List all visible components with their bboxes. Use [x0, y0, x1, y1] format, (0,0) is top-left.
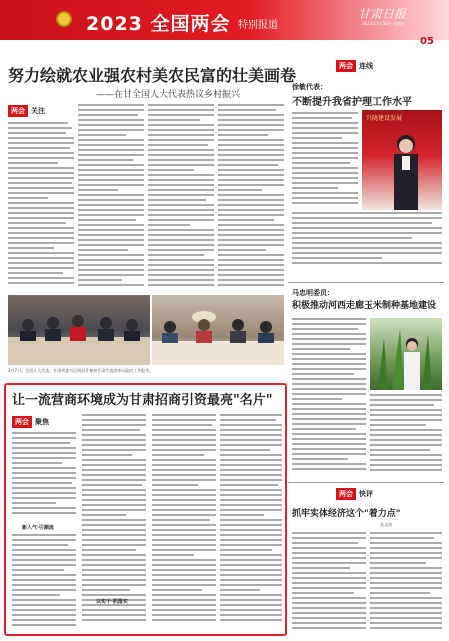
- sidebar-speaker: 马忠明委员：: [292, 289, 334, 297]
- header-subtitle: 特别报道: [238, 20, 278, 31]
- news-photo-delegates: [152, 295, 284, 365]
- body-text-column: [292, 318, 366, 478]
- section-label-comment: [336, 488, 373, 500]
- section-subhead: 以实干·抓落实: [96, 599, 128, 605]
- body-text-column: [8, 122, 74, 292]
- news-photo-delegate-portrait: [362, 110, 442, 210]
- body-text-column: [292, 532, 366, 632]
- section-label-spotlight: [12, 416, 49, 428]
- section-label-connect: [336, 60, 373, 72]
- section-subhead: 新入气·引潮流: [22, 525, 54, 531]
- body-text-column: [78, 104, 144, 292]
- section-tag: 两会: [336, 488, 356, 500]
- photo-caption: 3月7日，全国人大代表、甘肃省委书记胡昌升参加甘肃代表团审议政府工作报告。: [8, 368, 154, 373]
- news-photo-corn-field: [370, 318, 442, 390]
- news-photo-meeting: [8, 295, 150, 365]
- body-text-column: [292, 212, 442, 268]
- body-text-column: [148, 104, 214, 292]
- section-tag: 两会: [336, 60, 356, 72]
- sidebar-headline: 不断提升我省护理工作水平: [292, 97, 412, 108]
- section-tag-secondary: 聚焦: [35, 418, 49, 426]
- national-emblem-icon: [56, 11, 72, 27]
- section-tag-secondary: 连线: [359, 62, 373, 70]
- body-text-column: [12, 432, 76, 522]
- photo-banner-text: 兴陇建设发展: [366, 115, 403, 122]
- highlight-headline: 让一流营商环境成为甘肃招商引资最亮"名片": [12, 393, 273, 408]
- section-tag: 两会: [8, 105, 28, 117]
- divider: [288, 482, 444, 483]
- body-text-column: [370, 532, 442, 632]
- page-number: 05: [420, 36, 434, 47]
- section-tag-secondary: 快评: [359, 490, 373, 498]
- sidebar-headline: 积极推动河西走廊玉米制种基地建设: [292, 301, 437, 311]
- body-text-column: [220, 414, 282, 630]
- body-text-column: [292, 112, 358, 210]
- divider: [288, 282, 444, 283]
- author-byline: 张文涛: [380, 522, 392, 527]
- issue-date: 2023年3月10日 星期五: [362, 21, 406, 26]
- sidebar-speaker: 徐敏代表：: [292, 83, 327, 91]
- masthead: 甘肃日报: [358, 7, 407, 21]
- main-subheadline: ——在甘全国人大代表热议乡村振兴: [96, 90, 241, 100]
- body-text-column: [370, 394, 442, 478]
- section-tag-secondary: 关注: [31, 107, 45, 115]
- sidebar-headline: 抓牢实体经济这个"着力点": [292, 509, 401, 519]
- body-text-column: [218, 104, 284, 292]
- body-text-column: [152, 414, 216, 630]
- main-headline: 努力绘就农业强农村美农民富的壮美画卷: [8, 66, 297, 85]
- section-label-focus: [8, 105, 45, 117]
- header-title: 2023 全国两会: [86, 13, 231, 35]
- body-text-column: [12, 534, 76, 630]
- section-tag: 两会: [12, 416, 32, 428]
